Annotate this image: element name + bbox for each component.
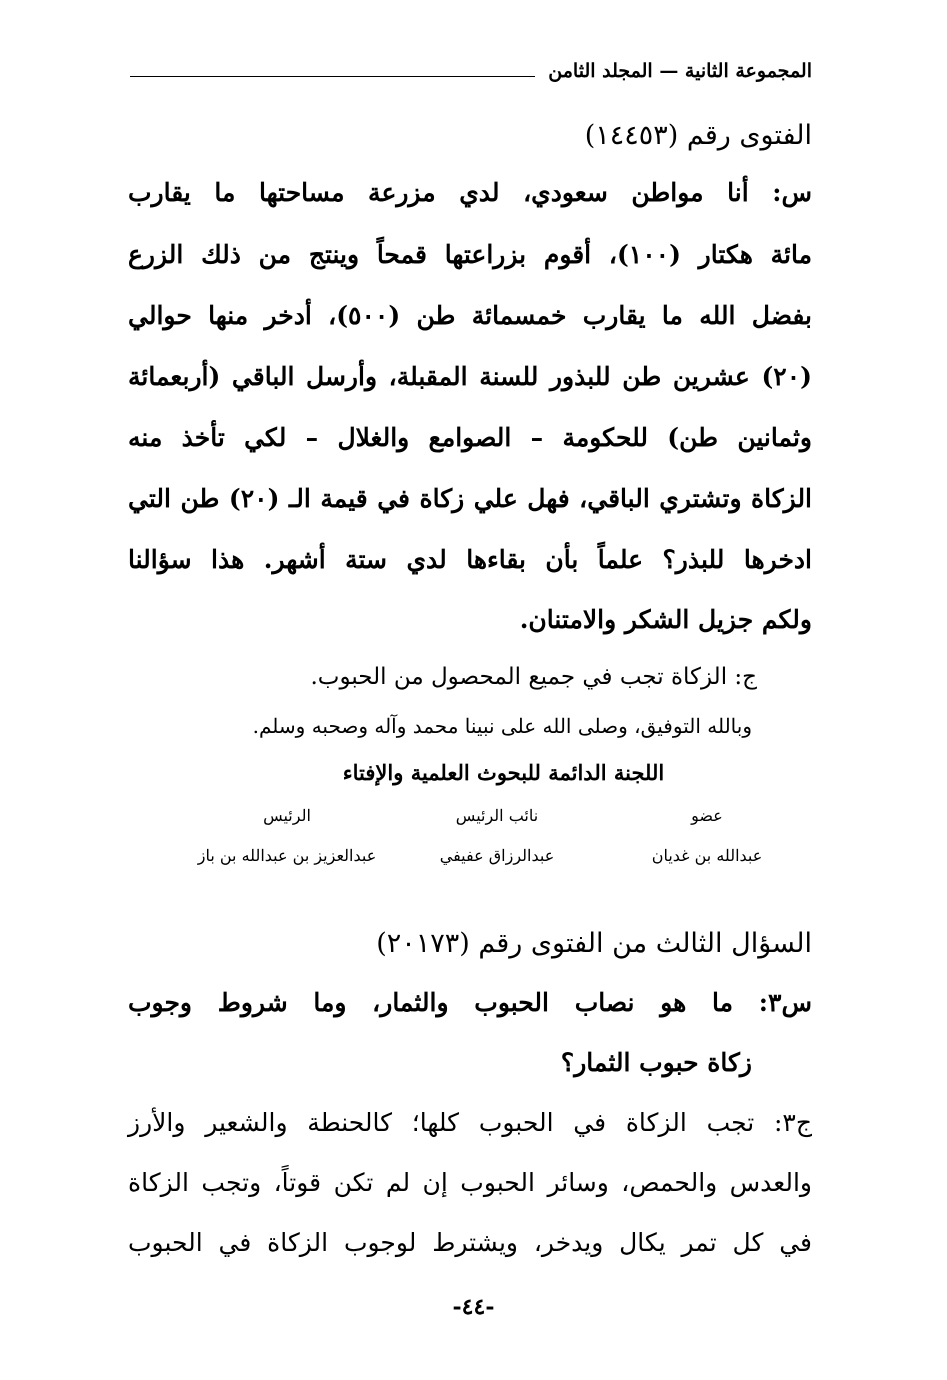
signatory-role: الرئيس bbox=[263, 806, 311, 825]
question-line: مائة هكتار (١٠٠)، أقوم بزراعتها قمحاً وينتج من ذلك الزرع bbox=[128, 240, 812, 269]
running-header: المجموعة الثانية — المجلد الثامن bbox=[548, 60, 812, 82]
signatory-role: نائب الرئيس bbox=[455, 806, 539, 825]
question-line: ادخرها للبذر؟ علماً بأن بقاءها لدي ستة أشهر. هذا سؤالنا bbox=[128, 545, 812, 574]
question-line: وثمانين طن) للحكومة – الصوامع والغلال – لكي تأخذ منه bbox=[128, 423, 812, 452]
signatory-name: عبدالرزاق عفيفي bbox=[439, 846, 555, 865]
signatory-role: عضو bbox=[691, 806, 723, 825]
answer-line: ج٣: تجب الزكاة في الحبوب كلها؛ كالحنطة والشعير والأرز bbox=[128, 1108, 812, 1137]
answer-text: ج: الزكاة تجب في جميع المحصول من الحبوب. bbox=[310, 664, 757, 690]
question-line: س٣: ما هو نصاب الحبوب والثمار، وما شروط وجوب bbox=[128, 988, 812, 1017]
answer-line: والعدس والحمص، وسائر الحبوب إن لم تكن قوتاً، وتجب الزكاة bbox=[128, 1168, 812, 1197]
question-line: بفضل الله ما يقارب خمسمائة طن (٥٠٠)، أدخر منها حوالي bbox=[128, 301, 812, 330]
question-line: الزكاة وتشتري الباقي، فهل علي زكاة في قيمة الـ (٢٠) طن التي bbox=[128, 484, 813, 513]
answer-line: في كل تمر يكال ويدخر، ويشترط لوجوب الزكاة في الحبوب bbox=[128, 1228, 812, 1257]
header-rule bbox=[130, 76, 535, 77]
signatory-name: عبدالعزيز بن عبدالله بن باز bbox=[197, 846, 377, 865]
fatwa-number-heading: الفتوى رقم (١٤٤٥٣) bbox=[584, 120, 812, 151]
question-line: ولكم جزيل الشكر والامتنان. bbox=[519, 605, 812, 634]
signatory-name: عبدالله بن غديان bbox=[651, 846, 763, 865]
page-number: -٤٤- bbox=[452, 1294, 495, 1320]
question-line: س: أنا مواطن سعودي، لدي مزرعة مساحتها ما يقارب bbox=[128, 178, 812, 207]
question-line: زكاة حبوب الثمار؟ bbox=[560, 1048, 752, 1077]
closing-prayer: وبالله التوفيق، وصلى الله على نبينا محمد وآله وصحبه وسلم. bbox=[252, 714, 752, 738]
fatwa-number-heading: السؤال الثالث من الفتوى رقم (٢٠١٧٣) bbox=[376, 928, 812, 959]
committee-title: اللجنة الدائمة للبحوث العلمية والإفتاء bbox=[342, 760, 665, 785]
question-line: (٢٠) عشرين طن للبذور للسنة المقبلة، وأرسل الباقي (أربعمائة bbox=[128, 362, 812, 391]
